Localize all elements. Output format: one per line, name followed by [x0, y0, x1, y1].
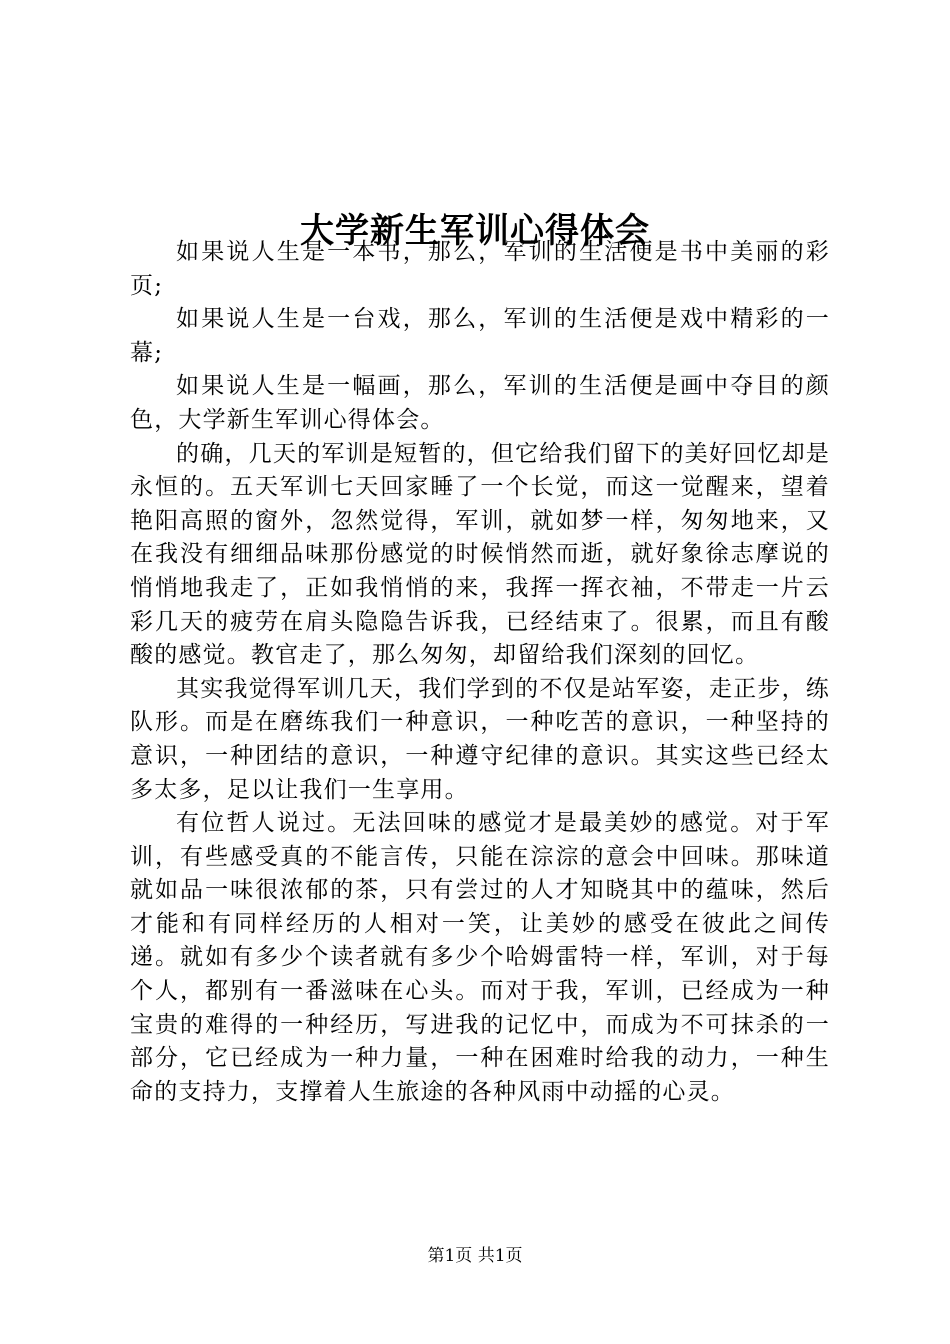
paragraph-4: 的确，几天的军训是短暂的，但它给我们留下的美好回忆却是永恒的。五天军训七天回家睡了一个长觉，而这一觉醒来，望着艳阳高照的窗外，忽然觉得，军训，就如梦一样，匆匆地来，又在我没有细细品味那份感觉的时候悄然而逝，就好象徐志摩说的悄悄地我走了，正如我悄悄的来，我挥一挥衣袖，不带走一片云彩几天的疲劳在肩头隐隐告诉我，已经结束了。很累，而且有酸酸的感觉。教官走了，那么匆匆，却留给我们深刻的回忆。 [130, 440, 830, 669]
paragraph-1: 如果说人生是一本书，那么，军训的生活便是书中美丽的彩页; [130, 239, 830, 299]
document-title: 大学新生军训心得体会 [300, 210, 650, 251]
document-body [130, 236, 830, 1109]
paragraph-6: 有位哲人说过。无法回味的感觉才是最美妙的感觉。对于军训，有些感受真的不能言传，只能在淙淙的意会中回味。那味道就如品一味很浓郁的茶，只有尝过的人才知晓其中的蕴味，然后才能和有同样经历的人相对一笑，让美妙的感受在彼此之间传递。就如有多少个读者就有多少个哈姆雷特一样，军训，对于每个人，都别有一番滋味在心头。而对于我，军训，已经成为一种宝贵的难得的一种经历，写进我的记忆中，而成为不可抹杀的一部分，它已经成为一种力量，一种在困难时给我的动力，一种生命的支持力，支撑着人生旅途的各种风雨中动摇的心灵。 [130, 810, 830, 1105]
paragraph-2: 如果说人生是一台戏，那么，军训的生活便是戏中精彩的一幕; [130, 306, 830, 366]
paragraph-5: 其实我觉得军训几天，我们学到的不仅是站军姿，走正步，练队形。而是在磨练我们一种意识，一种吃苦的意识，一种坚持的意识，一种团结的意识，一种遵守纪律的意识。其实这些已经太多太多，足以让我们一生享用。 [130, 675, 830, 803]
page-footer: 第1页 共1页 [427, 1246, 523, 1266]
paragraph-3: 如果说人生是一幅画，那么，军训的生活便是画中夺目的颜色，大学新生军训心得体会。 [130, 373, 830, 433]
